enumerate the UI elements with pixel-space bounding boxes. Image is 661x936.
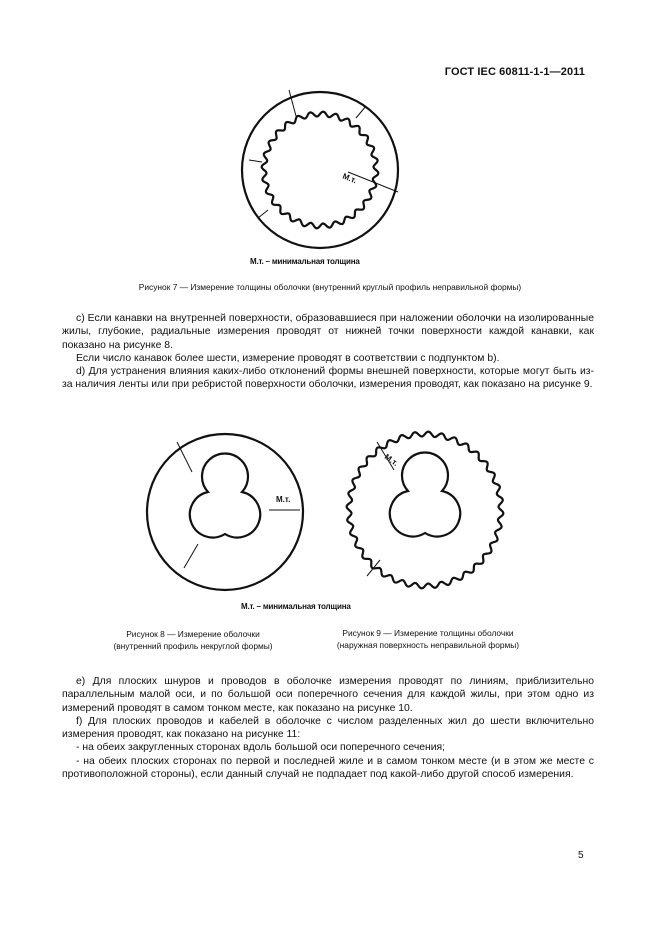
- fig8-three-lobe-core: [190, 454, 260, 538]
- figures-8-9-legend: М.т. – минимальная толщина: [241, 602, 351, 611]
- paragraph-f: f) Для плоских проводов и кабелей в оболочке с числом разделенных жил до шести включительно измерения проводят, как показано на рисунке 11:: [62, 715, 594, 741]
- paragraph-c-continued: Если число канавок более шести, измерение проводят в соответствии с подпунктом b).: [76, 352, 500, 364]
- paragraph-c: c) Если канавки на внутренней поверхности, образовавшиеся при наложении оболочки на изолированные жилы, глубокие, радиальные измерения проводят от нижней точки поверхности каждой канавки, как показано на рисунке 8.: [62, 313, 594, 351]
- figure-8-caption-line2: (внутренний профиль некруглой формы): [113, 641, 273, 651]
- fig7-wavy-inner-profile: [262, 112, 379, 229]
- paragraph-f-item-1: - на обеих закругленных сторонах вдоль большой оси поперечного сечения;: [76, 742, 446, 754]
- figure-7-diagram: [230, 88, 410, 263]
- paragraph-f-item-2: - на обеих плоских сторонах по первой и последней жиле и в самом тонком месте (и в этом же месте с противоположной стороны), если данный случай не подпадает под какой-либо другой способ измерения.: [62, 755, 594, 781]
- fig8-mt-label: М.т.: [276, 495, 291, 504]
- fig7-mt-label: М.т.: [341, 171, 358, 186]
- figure-8-caption-line1: Рисунок 8 — Измерение оболочки: [126, 629, 260, 639]
- fig7-measure-line-top: [289, 90, 296, 116]
- paragraph-e: e) Для плоских шнуров и проводов в оболочке измерения проводят по линиям, приблизительно параллельным малой оси, и по большой оси поперечного сечения для каждой жилы, при этом одно из измерений проводят в самом тонком месте, как показано на рисунке 10.: [62, 676, 594, 714]
- fig9-wavy-outer-profile: [347, 432, 504, 589]
- fig8-outer-circle: [147, 434, 303, 590]
- document-header: ГОСТ IEC 60811-1-1—2011: [444, 66, 585, 78]
- fig8-measure-line-bottom: [184, 544, 198, 568]
- figure-9-caption-line1: Рисунок 9 — Измерение толщины оболочки: [342, 628, 514, 638]
- figure-7-caption: Рисунок 7 — Измерение толщины оболочки (внутренний круглый профиль неправильной формы): [138, 282, 522, 292]
- fig7-measure-line-bottom: [258, 210, 268, 218]
- fig9-mt-label: М.т.: [382, 452, 400, 468]
- fig7-measure-line-top-right: [356, 106, 366, 118]
- figure-9-caption: [318, 627, 538, 651]
- figure-8-caption: [88, 628, 298, 652]
- figure-8-diagram: [140, 430, 310, 595]
- page-number: 5: [578, 850, 584, 861]
- figure-7-legend: М.т. – минимальная толщина: [250, 257, 360, 266]
- fig9-three-lobe-core: [390, 453, 460, 537]
- paragraph-d: d) Для устранения влияния каких-либо отклонений формы внешней поверхности, которые могут быть из-за наличия ленты или при ребристой поверхности оболочки, измерения проводят, как показано на рисунке 9.: [62, 366, 594, 391]
- figure-9-caption-line2: (наружная поверхность неправильной формы): [336, 640, 520, 650]
- fig7-measure-line-left: [249, 160, 262, 162]
- figure-9-diagram: [340, 428, 510, 593]
